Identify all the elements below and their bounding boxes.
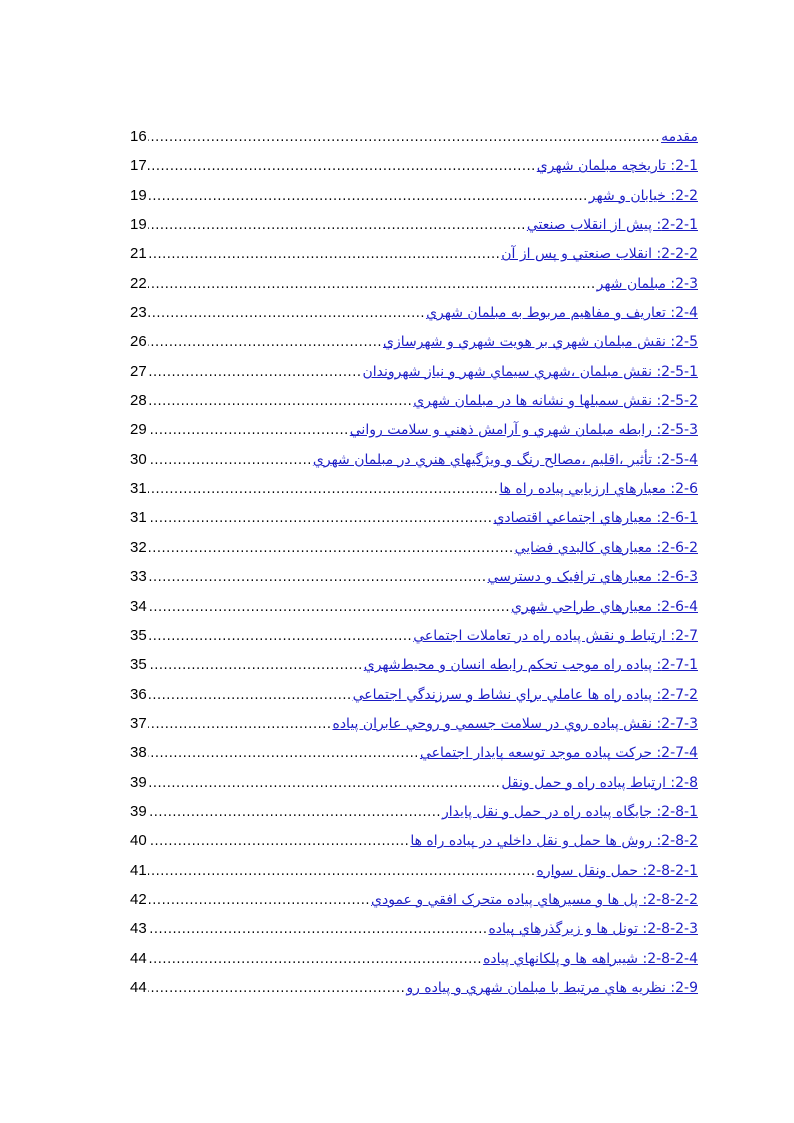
dot-leader — [148, 328, 382, 356]
toc-entry[interactable] — [130, 738, 698, 767]
page-number: 31 — [130, 509, 147, 527]
dot-leader — [148, 446, 312, 474]
toc-entry-link[interactable]: 2-7-4: حرکت پياده موجد توسعه پايدار اجتماعي — [419, 745, 698, 762]
toc-entry[interactable] — [130, 885, 698, 914]
page-number: 40 — [130, 832, 147, 850]
page-number: 42 — [130, 890, 147, 908]
toc-entry-link[interactable]: 2-8: ارتباط پياده راه و حمل ونقل — [501, 774, 698, 791]
page-number: 32 — [130, 538, 147, 556]
dot-leader — [148, 622, 413, 650]
page-number: 43 — [130, 920, 147, 938]
toc-entry-link[interactable]: 2-5-3: رابطه مبلمان شهري و آرامش ذهني و سلامت رواني — [349, 422, 698, 439]
page-number: 30 — [130, 450, 147, 468]
toc-entry-link[interactable]: 2-8-1: جايگاه پياده راه در حمل و نقل پايدار — [442, 803, 698, 820]
dot-leader — [148, 798, 441, 826]
page-number: 17 — [130, 157, 147, 175]
toc-entry-link[interactable]: 2-2-1: پيش از انقلاب صنعتي — [526, 217, 698, 234]
page-number: 19 — [130, 186, 147, 204]
dot-leader — [148, 739, 419, 767]
dot-leader — [148, 886, 370, 914]
toc-entry[interactable] — [130, 944, 698, 973]
dot-leader — [148, 651, 363, 679]
toc-entry-link[interactable]: 2-8-2-1: حمل ونقل سواره — [536, 862, 698, 879]
toc-entry[interactable] — [130, 768, 698, 797]
toc-entry[interactable] — [130, 415, 698, 444]
toc-entry[interactable] — [130, 122, 698, 151]
toc-entry-link[interactable]: 2-4: تعاريف و مفاهيم مربوط به مبلمان شهري — [426, 305, 698, 322]
toc-entry-link[interactable]: 2-8-2-2: پل ها و مسيرهاي پياده متحرک افقي و عمودي — [371, 891, 698, 908]
dot-leader — [148, 416, 349, 444]
toc-entry-link[interactable]: 2-7-2: پياده راه ها عاملي براي نشاط و سرزندگي اجتماعي — [352, 686, 698, 703]
toc-entry[interactable] — [130, 709, 698, 738]
toc-entry-link[interactable]: 2-5: نقش مبلمان شهري بر هويت شهري و شهرسازي — [382, 334, 698, 351]
toc-entry-link[interactable]: 2-8-2-3: تونل ها و زيرگذرهاي پياده — [488, 921, 698, 938]
toc-entry[interactable] — [130, 533, 698, 562]
page-number: 33 — [130, 568, 147, 586]
page-number: 26 — [130, 333, 147, 351]
dot-leader — [148, 358, 362, 386]
toc-entry-link[interactable]: 2-2-2: انقلاب صنعتي و پس از آن — [501, 246, 698, 263]
toc-entry-link[interactable]: 2-5-1: نقش مبلمان ،شهري سيماي شهر و نياز شهروندان — [362, 363, 698, 380]
toc-entry[interactable] — [130, 239, 698, 268]
dot-leader — [148, 534, 514, 562]
page-number: 16 — [130, 128, 147, 145]
toc-entry[interactable] — [130, 386, 698, 415]
page-number: 27 — [130, 362, 147, 380]
table-of-contents — [130, 122, 698, 1002]
dot-leader — [148, 240, 501, 268]
toc-entry[interactable] — [130, 680, 698, 709]
toc-entry[interactable] — [130, 797, 698, 826]
toc-entry-link[interactable]: 2-6-1: معيارهاي اجتماعي اقتصادي — [493, 510, 698, 527]
page-number: 31 — [130, 480, 147, 498]
toc-entry[interactable] — [130, 181, 698, 210]
dot-leader — [148, 299, 425, 327]
toc-entry[interactable] — [130, 327, 698, 356]
toc-entry-link[interactable]: 2-3: مبلمان شهر — [596, 275, 698, 292]
toc-entry-link[interactable]: 2-6-2: معيارهاي كالبدي فضايي — [514, 539, 698, 556]
toc-entry-link[interactable]: 2-5-2: نقش سمبلها و نشانه ها در مبلمان شهري — [413, 393, 698, 410]
toc-entry-link[interactable]: 2-6-3: معيارهاي ترافيک و دسترسي — [487, 569, 698, 586]
page-number: 19 — [130, 216, 147, 234]
toc-entry-link[interactable]: 2-8-2: روش ها حمل و نقل داخلي در پياده راه ها — [410, 833, 698, 850]
dot-leader — [148, 945, 482, 973]
page-number: 41 — [130, 861, 147, 879]
dot-leader — [148, 974, 406, 1002]
toc-entry[interactable] — [130, 592, 698, 621]
toc-entry-link[interactable]: 2-5-4: تأثير ،اقليم ،مصالح رنگ و ويژگيهاي هنري در مبلمان شهري — [312, 451, 698, 468]
dot-leader — [148, 593, 510, 621]
toc-entry-link[interactable]: 2-9: نظريه هاي مرتبط با مبلمان شهري و پياده رو — [406, 979, 698, 996]
page-number: 22 — [130, 274, 147, 292]
dot-leader — [148, 387, 413, 415]
dot-leader — [148, 827, 410, 855]
toc-entry[interactable] — [130, 298, 698, 327]
page-number: 39 — [130, 773, 147, 791]
dot-leader — [148, 915, 488, 943]
toc-entry[interactable] — [130, 474, 698, 503]
page-number: 35 — [130, 626, 147, 644]
toc-entry[interactable] — [130, 856, 698, 885]
toc-entry-link[interactable]: 2-6-4: معيارهاي طراحي شهري — [511, 598, 698, 615]
page-number: 36 — [130, 685, 147, 703]
dot-leader — [148, 857, 536, 885]
toc-entry-link[interactable]: 2-7-1: پياده راه موجب تحکم رابطه انسان و محيط‌شهري — [363, 657, 698, 674]
page-number: 28 — [130, 392, 147, 410]
toc-entry[interactable] — [130, 973, 698, 1002]
page-number: 35 — [130, 656, 147, 674]
toc-entry-link[interactable]: 2-8-2-4: شيبراهه ها و پلکانهاي پياده — [483, 950, 698, 967]
page-number: 44 — [130, 949, 147, 967]
dot-leader — [148, 211, 526, 239]
dot-leader — [148, 504, 493, 532]
toc-entry[interactable] — [130, 562, 698, 591]
toc-entry[interactable] — [130, 151, 698, 180]
toc-entry[interactable] — [130, 269, 698, 298]
toc-entry-link[interactable]: مقدمه — [661, 129, 698, 145]
page-number: 29 — [130, 421, 147, 439]
dot-leader — [148, 681, 352, 709]
toc-entry[interactable] — [130, 445, 698, 474]
dot-leader — [148, 123, 660, 151]
dot-leader — [148, 563, 487, 591]
toc-entry-link[interactable]: 2-7-3: نقش پياده روي در سلامت جسمي و روحي عابران پياده — [332, 715, 698, 732]
toc-entry[interactable] — [130, 621, 698, 650]
dot-leader — [148, 710, 332, 738]
dot-leader — [148, 182, 588, 210]
page-number: 39 — [130, 802, 147, 820]
toc-entry-link[interactable]: 2-2: خيابان و شهر — [588, 187, 698, 204]
page-number: 34 — [130, 597, 147, 615]
toc-entry[interactable] — [130, 650, 698, 679]
toc-entry[interactable] — [130, 826, 698, 855]
toc-entry[interactable] — [130, 914, 698, 943]
page-number: 44 — [130, 978, 147, 996]
page-number: 38 — [130, 744, 147, 762]
toc-entry[interactable] — [130, 210, 698, 239]
dot-leader — [148, 270, 596, 298]
toc-entry[interactable] — [130, 357, 698, 386]
toc-entry-link[interactable]: 2-1: تاريخچه مبلمان شهري — [536, 158, 698, 175]
dot-leader — [148, 475, 499, 503]
toc-entry-link[interactable]: 2-7: ارتباط و نقش پياده راه در تعاملات اجتماعي — [413, 627, 698, 644]
dot-leader — [148, 152, 536, 180]
toc-entry-link[interactable]: 2-6: معيارهاي ارزيابي پياده راه ها — [499, 481, 698, 498]
dot-leader — [148, 769, 501, 797]
page-number: 23 — [130, 304, 147, 322]
toc-entry[interactable] — [130, 503, 698, 532]
page-number: 37 — [130, 714, 147, 732]
page-number: 21 — [130, 245, 147, 263]
